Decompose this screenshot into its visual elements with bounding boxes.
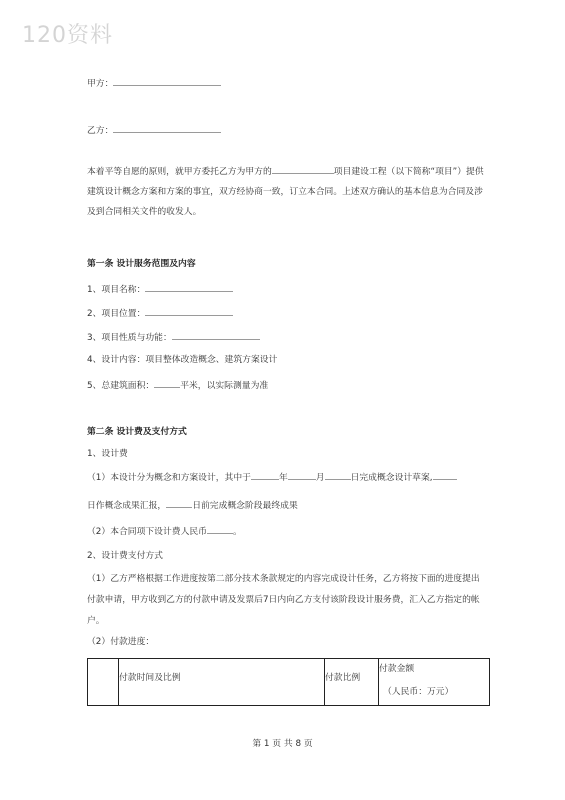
month-blank	[288, 470, 316, 480]
amount-header-line1: 付款金额	[379, 664, 415, 674]
intro-paragraph	[87, 162, 487, 222]
item-building-area	[87, 378, 268, 392]
table-header-ratio: 付款比例	[325, 659, 379, 706]
fee-p1-text-d: 日前完成概念阶段最终成果	[192, 501, 298, 511]
year-blank	[251, 470, 279, 480]
party-a-line	[87, 76, 221, 90]
item-design-content: 4、设计内容：项目整体改造概念、建筑方案设计	[87, 355, 278, 365]
party-a-label: 甲方：	[87, 79, 114, 89]
item-1-blank	[145, 282, 233, 292]
fee-para-1-line1	[87, 470, 457, 484]
fee-p1-text: （1）本设计分为概念和方案设计，其中于	[87, 473, 251, 483]
fee-p2-text: （2）本合同项下设计费人民币	[87, 527, 207, 537]
report-date-blank	[166, 498, 192, 508]
intro-text-2: 项目建设工程（以下简称“项目”）提供建筑设计概念方案和方案的事宜，双方经协商一致，订立本合同。上述双方确认的基本信息为合同及涉及到合同相关文件的收发人。	[87, 167, 484, 217]
payment-schedule-label: （2）付款进度：	[87, 637, 155, 647]
watermark: 120资料	[22, 23, 113, 48]
section-design-fee: 1、设计费	[87, 449, 128, 459]
table-header-time: 付款时间及比例	[119, 659, 325, 706]
item-project-name	[87, 282, 233, 296]
item-1-label: 1、项目名称：	[87, 285, 146, 295]
area-suffix: 平米，以实际测量为准	[180, 381, 269, 391]
party-b-blank	[113, 123, 221, 133]
item-project-location	[87, 306, 233, 320]
party-b-label: 乙方：	[87, 126, 114, 136]
item-3-label: 3、项目性质与功能：	[87, 333, 172, 343]
day-blank	[325, 470, 351, 480]
payment-table	[87, 658, 490, 706]
fee-amount-blank	[207, 524, 233, 534]
fee-p2-end: 。	[232, 527, 242, 537]
project-blank	[272, 164, 334, 174]
party-b-line	[87, 123, 221, 137]
article2-title: 第二条 设计费及支付方式	[87, 427, 187, 437]
area-prefix: 5、总建筑面积：	[87, 381, 155, 391]
trailing-blank	[433, 470, 457, 480]
article1-title: 第一条 设计服务范围及内容	[87, 259, 196, 269]
fee-para-2	[87, 524, 242, 538]
fee-p1-text-c: 日作概念成果汇报，	[87, 501, 167, 511]
table-row	[88, 659, 490, 706]
item-2-blank	[145, 306, 233, 316]
fee-para-1-line2	[87, 498, 298, 512]
amount-header-line2: （人民币：万元）	[383, 687, 454, 697]
year-label: 年	[278, 473, 288, 483]
fee-p1-text-b: 日完成概念设计草案,	[350, 473, 433, 483]
table-header-amount	[379, 659, 490, 706]
section-payment-method: 2、设计费支付方式	[87, 551, 163, 561]
item-project-nature	[87, 330, 260, 344]
table-cell-index	[88, 659, 119, 706]
area-blank	[154, 378, 180, 388]
payment-paragraph: （1）乙方严格根据工作进度按第二部分技术条款规定的内容完成设计任务，乙方将按下面的进度提出付款申请，甲方收到乙方的付款申请及发票后7日内向乙方支付该阶段设计服务费，汇入乙方指定的帐户。	[87, 574, 480, 626]
item-3-blank	[172, 330, 260, 340]
party-a-blank	[113, 76, 221, 86]
month-label: 月	[315, 473, 325, 483]
page-footer: 第 1 页 共 8 页	[252, 739, 313, 749]
intro-text-1: 本着平等自愿的原则，就甲方委托乙方为甲方的	[87, 167, 272, 177]
item-2-label: 2、项目位置：	[87, 309, 146, 319]
